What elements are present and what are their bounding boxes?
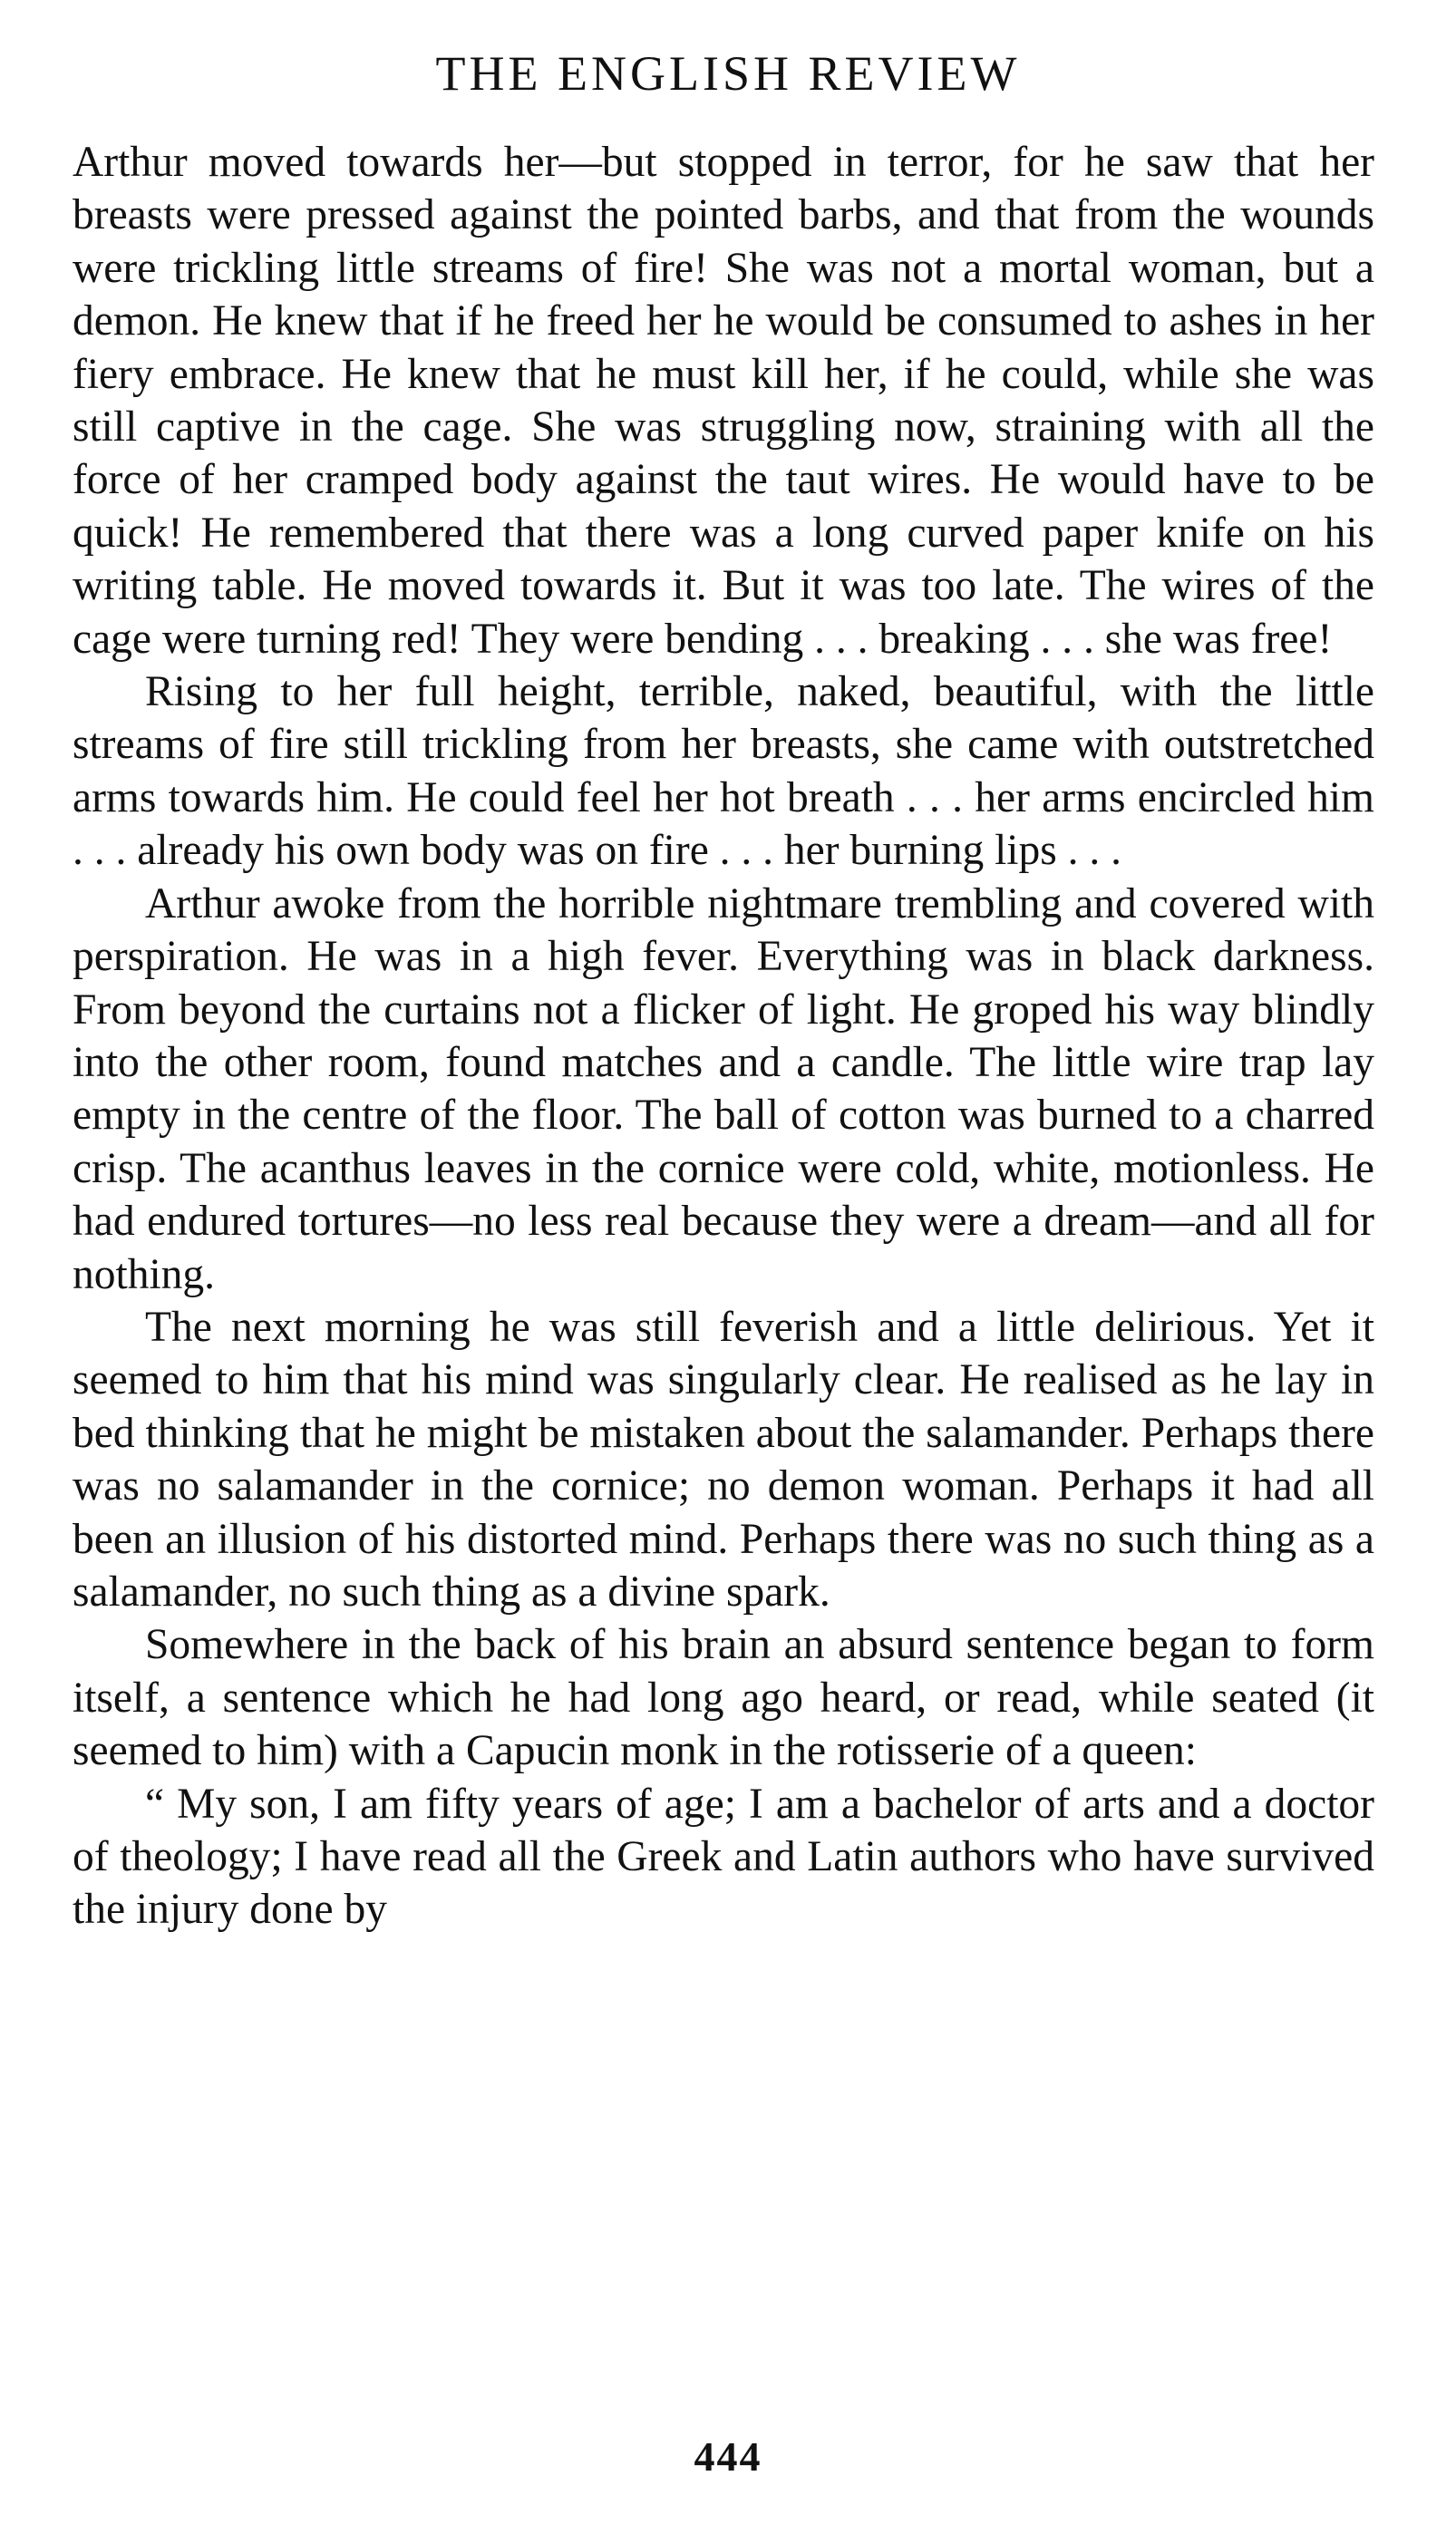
body-text xyxy=(73,136,1374,1937)
paragraph-6: “ My son, I am fifty years of age; I am a bachelor of arts and a doctor of theology; I have read all the Greek and Latin authors who have survived the injury done by xyxy=(73,1780,1374,1934)
running-head: THE ENGLISH REVIEW xyxy=(435,46,1021,101)
paragraph-2: Rising to her full height, terrible, naked, beautiful, with the little streams of fire still trickling from her breasts, she came with outstretched arms towards him. He could feel her hot breath . . . her arms encircled him . . . already his own body was on fire . . . her burning lips . . . xyxy=(73,668,1374,875)
page-number: 444 xyxy=(694,2433,762,2480)
paragraph-5: Somewhere in the back of his brain an absurd sentence began to form itself, a sentence which he had long ago heard, or read, while seated (it seemed to him) with a Capucin monk in the rotisserie of a queen: xyxy=(73,1621,1374,1775)
paragraph-3: Arthur awoke from the horrible nightmare trembling and covered with perspiration. He was in a high fever. Everything was in black darkness. From beyond the curtains not a flicker of light. He groped his way blindly into the other room, found matches and a candle. The little wire trap lay empty in the centre of the floor. The ball of cotton was burned to a charred crisp. The acanthus leaves in the cornice were cold, white, motionless. He had endured tortures—no less real because they were a dream—and all for nothing. xyxy=(73,879,1374,1298)
paragraph-4: The next morning he was still feverish and a little delirious. Yet it seemed to him that his mind was singularly clear. He realised as he lay in bed thinking that he might be mistaken about the salamander. Perhaps there was no salamander in the cornice; no demon woman. Perhaps it had all been an illusion of his distorted mind. Perhaps there was no such thing as a salamander, no such thing as a divine spark. xyxy=(73,1303,1374,1616)
paragraph-1: Arthur moved towards her—but stopped in terror, for he saw that her breasts were pressed against the pointed barbs, and that from the wounds were trickling little streams of fire! She was not a mortal woman, but a demon. He knew that if he freed her he would be consumed to ashes in her fiery embrace. He knew that he must kill her, if he could, while she was still captive in the cage. She was struggling now, straining with all the force of her cramped body against the taut wires. He would have to be quick! He remembered that there was a long curved paper knife on his writing table. He moved towards it. But it was too late. The wires of the cage were turning red! They were bending . . . breaking . . . she was free! xyxy=(73,139,1374,663)
